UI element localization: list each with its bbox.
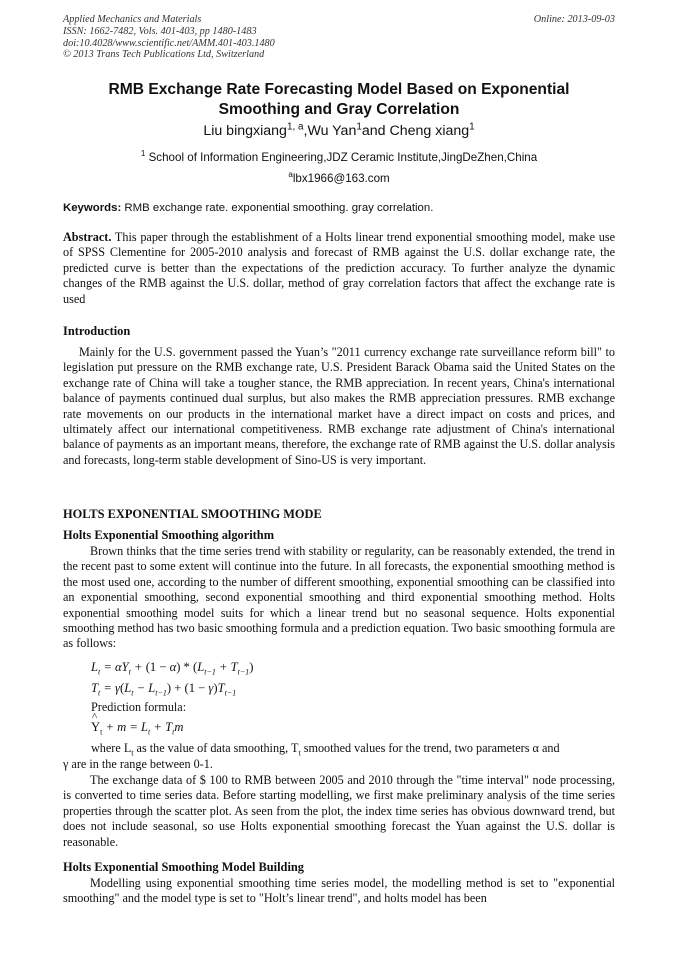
model-building-paragraph: Modelling using exponential smoothing time series model, the modelling method is set to "exponential smoothing" and the model type is set to "Holt’s linear trend", and holts model has been xyxy=(63,876,615,906)
email-sup: a xyxy=(288,170,293,180)
intro-heading: Introduction xyxy=(63,324,131,338)
where-part-c: smoothed values for the trend, two parameters α and xyxy=(300,741,560,755)
email-text: lbx1966@163.com xyxy=(292,172,390,185)
keywords-label: Keywords: xyxy=(63,202,122,214)
equation-prediction-render: ^ $Y_t + m = L_t + T_tm$ xyxy=(91,720,183,734)
algorithm-paragraph: Brown thinks that the time series trend with stability or regularity, can be reasonably extended, the trend in the recent past to some extent will continue into the future. In all forecasts, the exponential smoothing method is the most used one, according to the number of different smoothing, exponential smoothing can be classified into an exponential smoothing, second exponential smoothing and third exponential smoothing method. Holts exponential smoothing model suits for which a linear trend but no seasonal sequence. Holts exponential smoothing method has two basic smoothing formula and a prediction equation. Two basic smoothing formula are as follows: xyxy=(63,544,615,651)
title-line-1: RMB Exchange Rate Forecasting Model Based on Exponential xyxy=(108,81,570,98)
intro-paragraph: Mainly for the U.S. government passed the Yuan’s "2011 currency exchange rate surveillance reform bill" to legislation put pressure on the RMB exchange rate, U.S. President Barack Obama said the United States on the exchange rate of China will take a tougher stance, the RMB appreciation. In recent years, China's international balance of payments continued dual surplus, but also makes the RMB appreciation pressures. RMB exchange rate movements on our products in the international market have a direct impact on costs and prices, and ultimately affect our international competitiveness. RMB exchange rate adjustment of China's international balance of payments as an important means, therefore, the exchange rate of RMB against the U.S. dollar analysis and forecasts, long-term stable development of Sino-US is very important. xyxy=(63,345,615,467)
abstract-text: This paper through the establishment of a Holts linear trend exponential smoothing model, make use of SPSS Clementine for 2005-2010 analysis and forecast of RMB against the U.S. dollar exchange rate, the predicted curve is better than the expectations of the prediction accuracy. To further analyze the dynamic changes of the RMB against the U.S. dollar, method of gray correlation factors that affect the exchange rate is used xyxy=(63,230,615,306)
online-date: Online: 2013-09-03 xyxy=(533,14,615,25)
journal-name: Applied Mechanics and Materials xyxy=(63,14,202,25)
journal-header xyxy=(63,14,615,61)
equation-level-render: $L_t = \alpha Y_t + (1 - \alpha) * (L_{t-1} + T_{t-1})$ xyxy=(91,660,254,677)
issn-line: ISSN: 1662-7482, Vols. 401-403, pp 1480-1483 xyxy=(63,25,257,37)
exchange-data-paragraph: The exchange data of $ 100 to RMB between 2005 and 2010 through the "time interval" node processing, is converted to time series data. Before starting modelling, we first make preliminary analysis of the time series properties through the scatter plot. As seen from the plot, the index time series has obvious downward trend, but does not include seasonal, so use Holts exponential smoothing forecast the Yuan against the U.S. dollar is reasonable. xyxy=(63,773,615,849)
author-list xyxy=(63,123,615,139)
keywords-text: RMB exchange rate. exponential smoothing. gray correlation. xyxy=(124,202,434,214)
prediction-label: Prediction formula: xyxy=(91,700,187,714)
author-1: Liu bingxiang xyxy=(203,123,287,139)
where-sub-2: t xyxy=(298,748,301,758)
abstract-label: Abstract. xyxy=(63,230,112,244)
equation-trend-render: $T_t = \gamma(L_t - L_{t-1}) + (1 - \gamma)T_{t-1}$ xyxy=(91,681,237,698)
email xyxy=(63,172,615,185)
author-1-sup: 1, a xyxy=(286,121,304,133)
where-line xyxy=(91,741,560,757)
where-part-a: where L xyxy=(91,741,132,755)
keywords xyxy=(63,202,615,214)
author-3: and Cheng xiang xyxy=(361,123,470,139)
section-heading: HOLTS EXPONENTIAL SMOOTHING MODE xyxy=(63,507,322,521)
where-sub-1: t xyxy=(131,748,134,758)
copyright-line: © 2013 Trans Tech Publications Ltd, Switzerland xyxy=(63,49,265,61)
equation-prediction xyxy=(91,720,183,737)
author-2-sup: 1 xyxy=(356,121,362,133)
where-part-b: as the value of data smoothing, T xyxy=(133,741,299,755)
equation-trend xyxy=(91,681,236,698)
affiliation-sup: 1 xyxy=(140,149,146,159)
where-line-2: γ are in the range between 0-1. xyxy=(63,757,213,771)
paper-title xyxy=(63,80,615,120)
affiliation xyxy=(63,151,615,164)
author-3-sup: 1 xyxy=(469,121,475,133)
title-line-2: Smoothing and Gray Correlation xyxy=(218,101,460,118)
equation-level xyxy=(91,660,253,677)
abstract xyxy=(63,230,615,307)
subsection-heading-2: Holts Exponential Smoothing Model Building xyxy=(63,860,304,874)
doi-line: doi:10.4028/www.scientific.net/AMM.401-403.1480 xyxy=(63,37,275,49)
affiliation-text: School of Information Engineering,JDZ Ceramic Institute,JingDeZhen,China xyxy=(148,151,538,164)
author-2: ,Wu Yan xyxy=(303,123,357,139)
subsection-heading-1: Holts Exponential Smoothing algorithm xyxy=(63,528,275,542)
